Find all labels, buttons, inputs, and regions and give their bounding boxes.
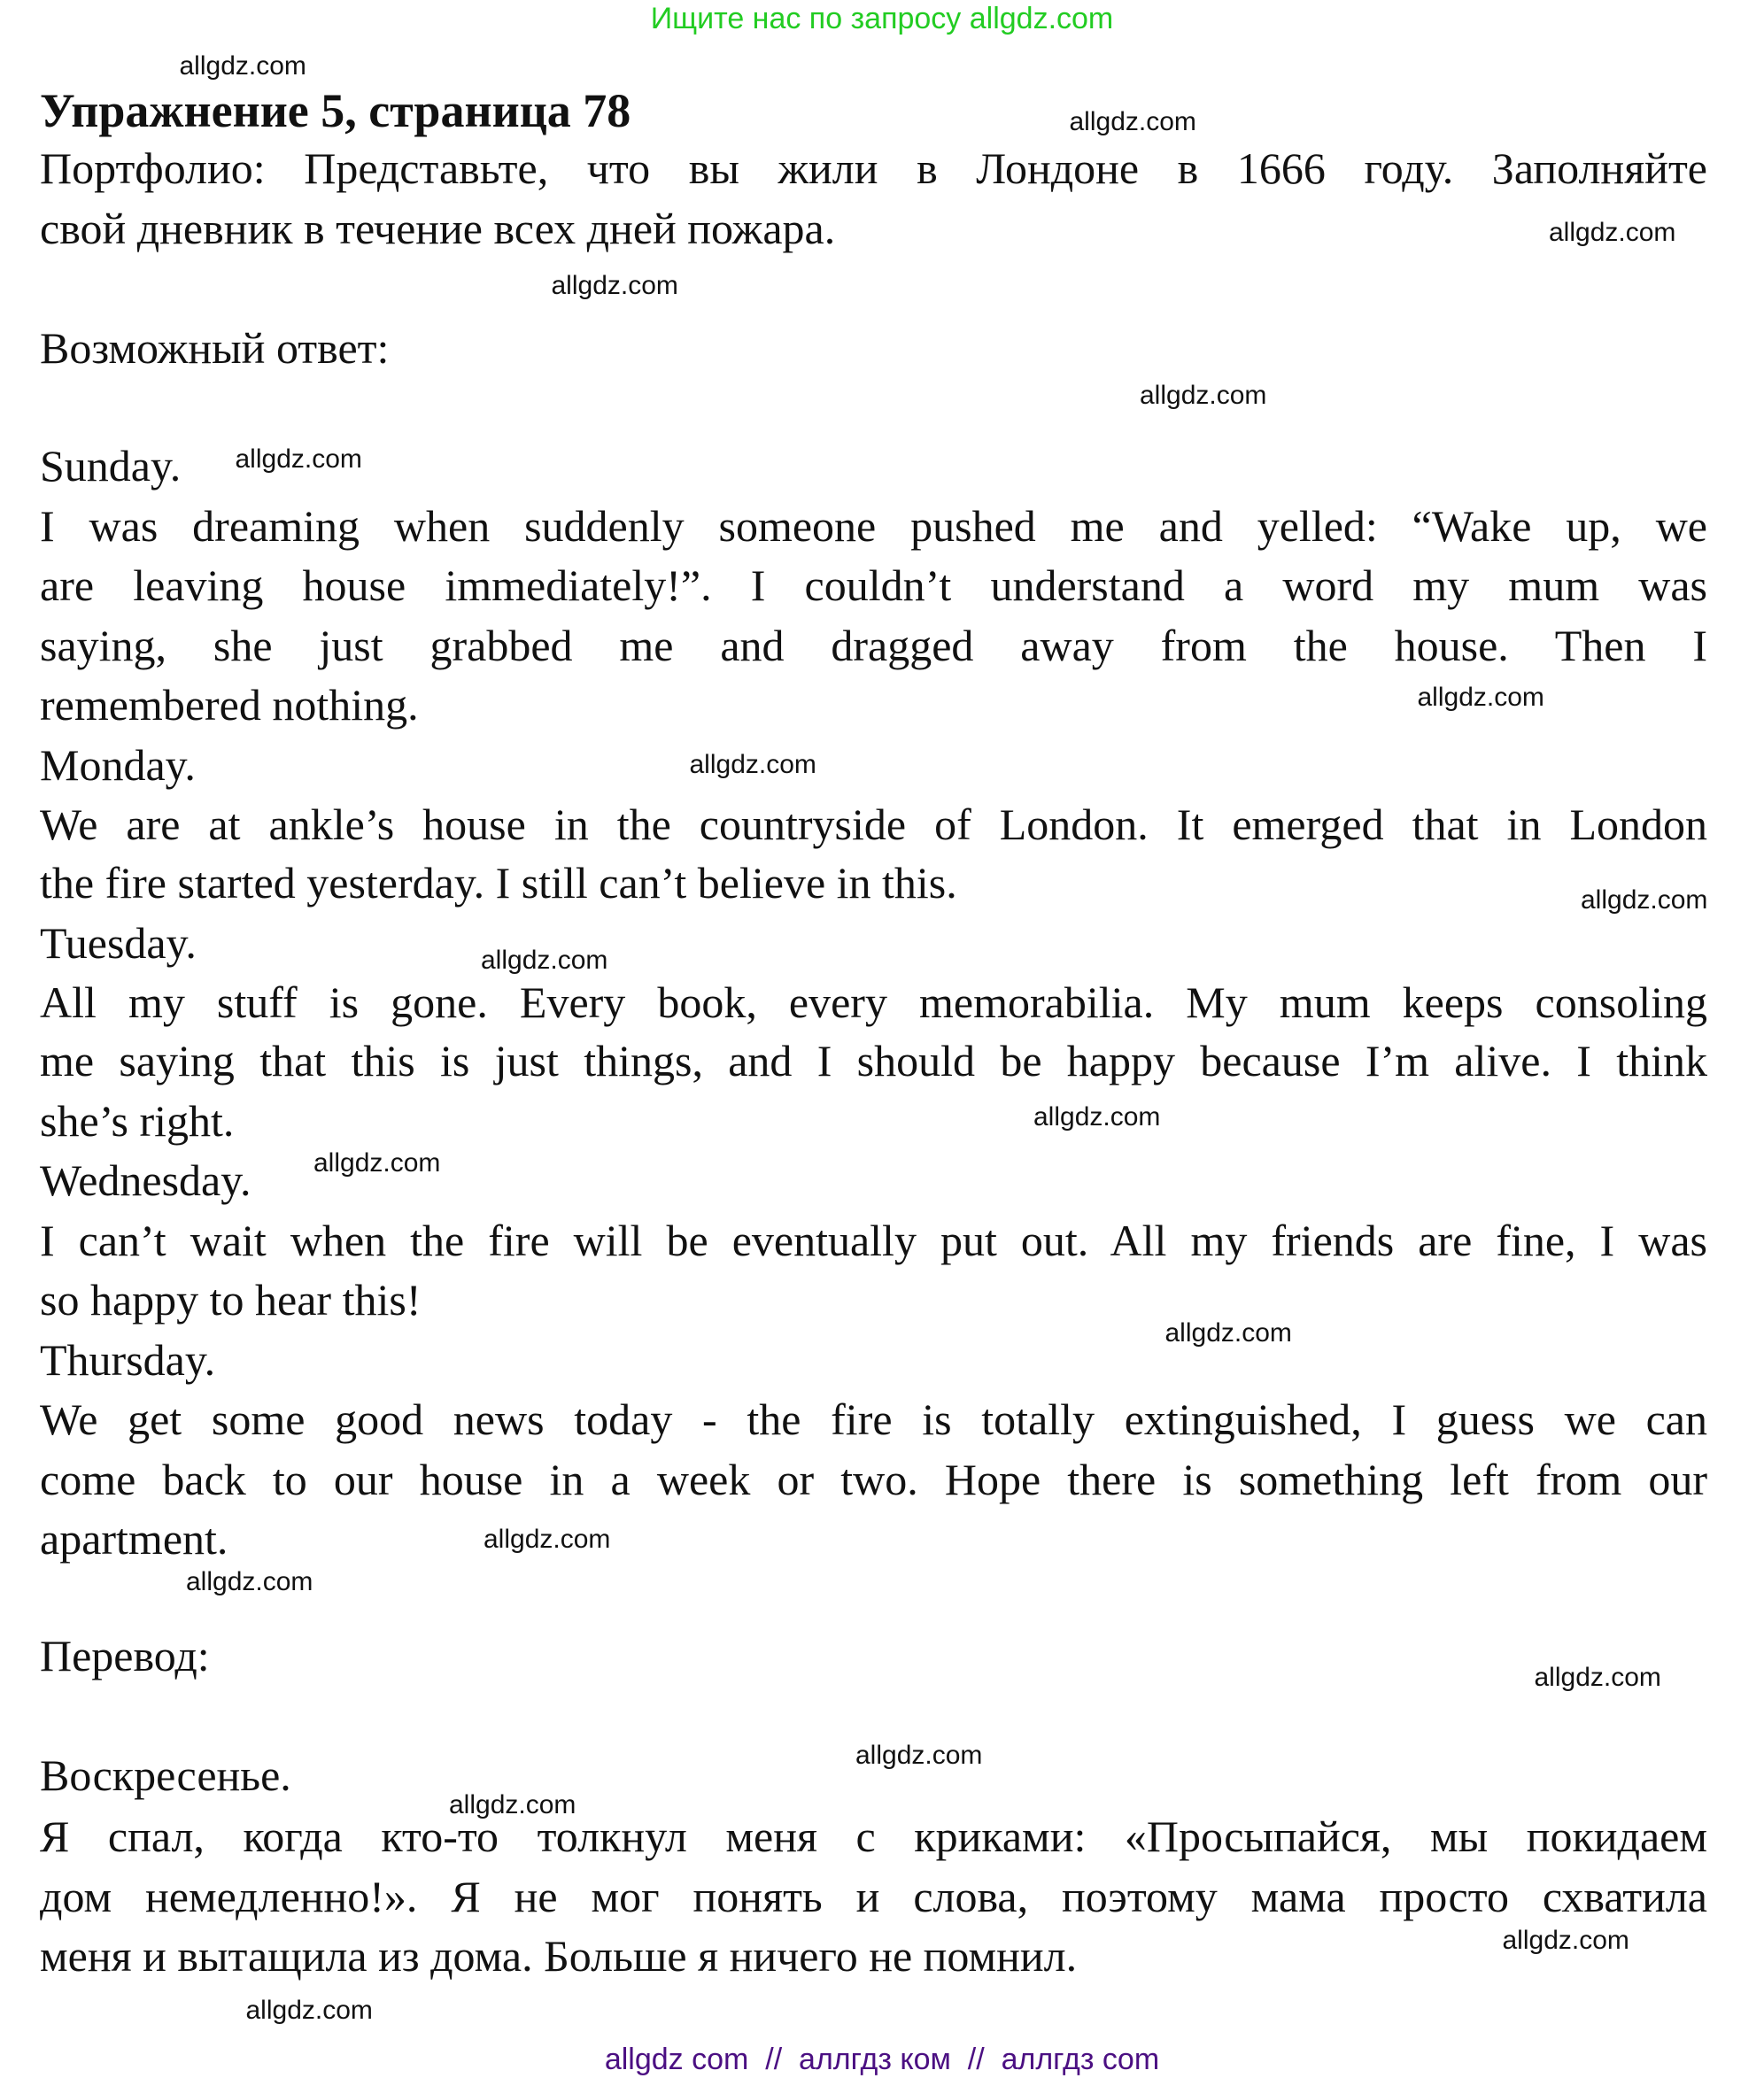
watermark: allgdz.com	[1164, 1318, 1292, 1348]
watermark: allgdz.com	[1417, 682, 1544, 712]
watermark: allgdz.com	[1534, 1662, 1661, 1692]
watermark: allgdz.com	[1549, 217, 1676, 247]
text-line: Я спал, когда кто-то толкнул меня с криками: «Просыпайся, мы покидаем	[40, 1811, 1707, 1861]
text-line: remembered nothing.	[40, 680, 419, 730]
text-line: Воскресенье.	[40, 1750, 291, 1800]
text-line: I can’t wait when the fire will be eventually put out. All my friends are fine, I was	[40, 1215, 1707, 1265]
text-line: Thursday.	[40, 1334, 216, 1385]
text-line: Monday.	[40, 739, 196, 790]
text-line: the fire started yesterday. I still can’t believe in this.	[40, 858, 957, 908]
text-line: We get some good news today - the fire is totally extinguished, I guess we can	[40, 1394, 1707, 1444]
text-line: Tuesday.	[40, 917, 197, 968]
watermark: allgdz.com	[235, 444, 362, 474]
text-line: saying, she just grabbed me and dragged away from the house. Then I	[40, 620, 1707, 670]
watermark: allgdz.com	[245, 1996, 373, 2025]
text-line: меня и вытащила из дома. Больше я ничего не помнил.	[40, 1931, 1078, 1981]
watermark: allgdz.com	[1581, 885, 1708, 915]
text-line: are leaving house immediately!”. I couldn’t understand a word my mum was	[40, 560, 1707, 610]
page-title: Упражнение 5, страница 78	[40, 83, 631, 137]
text-line: I was dreaming when suddenly someone pushed me and yelled: “Wake up, we	[40, 500, 1707, 551]
text-line: me saying that this is just things, and I should be happy because I’m alive. I think	[40, 1036, 1707, 1085]
text-line: Sunday.	[40, 441, 182, 491]
watermark: allgdz.com	[1502, 1925, 1629, 1955]
watermark: allgdz.com	[449, 1789, 576, 1819]
text-line: Портфолио: Представьте, что вы жили в Лондоне в 1666 году. Заполняйте	[40, 143, 1707, 193]
text-line: All my stuff is gone. Every book, every memorabilia. My mum keeps consoling	[40, 977, 1707, 1027]
text-line: We are at ankle’s house in the countryside of London. It emerged that in London	[40, 800, 1707, 849]
text-line: Wednesday.	[40, 1155, 251, 1205]
text-line: so happy to hear this!	[40, 1275, 422, 1325]
text-line: apartment.	[40, 1514, 228, 1564]
watermark: allgdz.com	[1140, 381, 1267, 410]
text-line: свой дневник в течение всех дней пожара.	[40, 203, 836, 253]
watermark: allgdz.com	[551, 270, 678, 300]
watermark: allgdz.com	[855, 1741, 983, 1770]
text-line: Возможный ответ:	[40, 322, 390, 373]
text-line: she’s right.	[40, 1095, 235, 1146]
top-banner[interactable]: Ищите нас по запросу allgdz.com	[650, 2, 1114, 35]
bottom-banner[interactable]: allgdz com // аллгдз ком // аллгдз com	[604, 2043, 1160, 2076]
watermark: allgdz.com	[1033, 1101, 1161, 1132]
watermark: allgdz.com	[484, 1524, 611, 1554]
watermark: allgdz.com	[1069, 107, 1196, 136]
watermark: allgdz.com	[689, 750, 816, 779]
watermark: allgdz.com	[186, 1566, 313, 1596]
watermark: allgdz.com	[313, 1148, 441, 1178]
text-line: дом немедленно!». Я не мог понять и слова, поэтому мама просто схватила	[40, 1871, 1707, 1921]
text-line: Перевод:	[40, 1631, 210, 1680]
watermark: allgdz.com	[179, 51, 306, 81]
watermark: allgdz.com	[481, 945, 608, 975]
text-line: come back to our house in a week or two. Hope there is something left from our	[40, 1454, 1707, 1504]
